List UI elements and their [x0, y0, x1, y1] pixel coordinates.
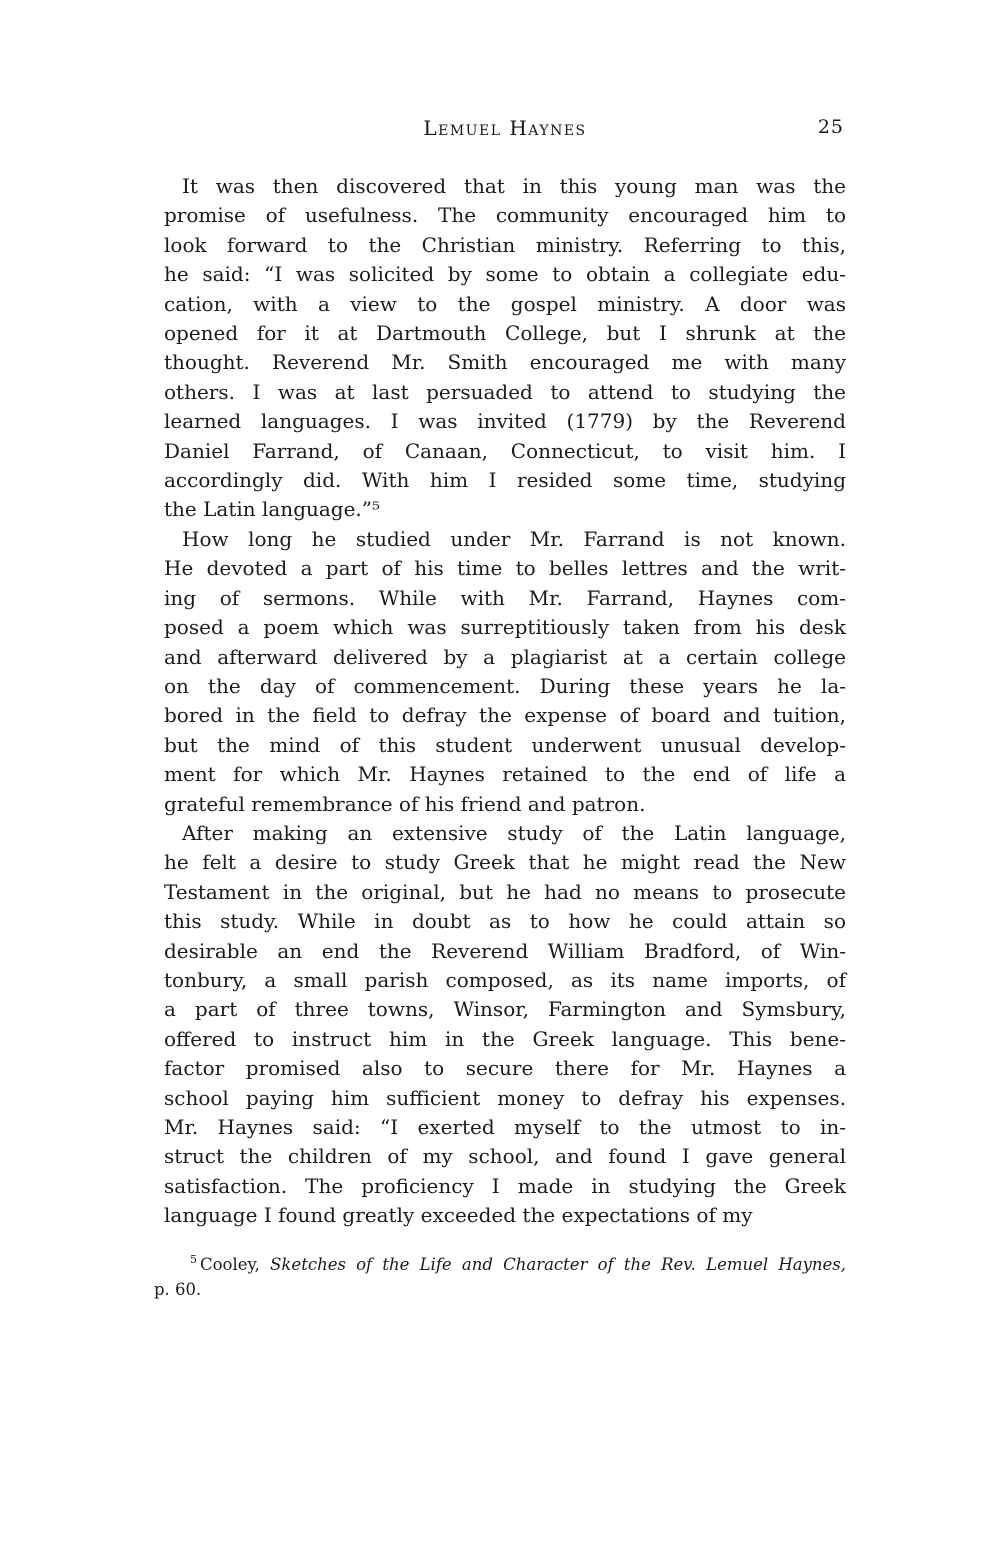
text-line: desirable an end the Reverend William Bradford, of Win- [164, 938, 846, 963]
text-line: others. I was at last persuaded to attend to studying the [164, 379, 846, 404]
text-line: the Latin language.”⁵ [164, 497, 381, 522]
paragraph [164, 172, 846, 525]
text-line: a part of three towns, Winsor, Farmington and Symsbury, [164, 997, 846, 1022]
text-line: Daniel Farrand, of Canaan, Connecticut, to visit him. I [164, 438, 846, 463]
page-number: 25 [817, 116, 844, 138]
text-line: How long he studied under Mr. Farrand is not known. [182, 526, 846, 551]
footnote [154, 1252, 846, 1303]
text-line: tonbury, a small parish composed, as its name imports, of [164, 967, 846, 992]
running-title: Lemuel Haynes [423, 116, 587, 140]
footnote-title: Sketches of the Life and Character of the Rev. Lemuel Haynes, [270, 1254, 846, 1274]
text-line: this study. While in doubt as to how he could attain so [164, 909, 846, 934]
text-line: school paying him sufficient money to defray his expenses. [164, 1085, 846, 1110]
text-line: Testament in the original, but he had no means to prosecute [164, 879, 846, 904]
text-line: on the day of commencement. During these years he la- [164, 673, 846, 698]
text-line: promise of usefulness. The community encouraged him to [164, 203, 846, 228]
text-line: learned languages. I was invited (1779) by the Reverend [164, 409, 846, 434]
text-column [154, 0, 846, 1303]
text-line: he said: “I was solicited by some to obtain a collegiate edu- [164, 262, 846, 287]
text-line: struct the children of my school, and found I gave general [164, 1144, 846, 1169]
text-line: After making an extensive study of the Latin language, [182, 820, 846, 845]
text-line: He devoted a part of his time to belles lettres and the writ- [164, 556, 846, 581]
text-line: offered to instruct him in the Greek language. This bene- [164, 1026, 846, 1051]
text-line: opened for it at Dartmouth College, but I shrunk at the [164, 321, 846, 346]
footnote-author: Cooley, [200, 1254, 260, 1274]
text-line: grateful remembrance of his friend and patron. [164, 791, 646, 816]
body-text [164, 172, 846, 1231]
text-line: accordingly did. With him I resided some time, studying [164, 468, 846, 493]
text-line: ing of sermons. While with Mr. Farrand, Haynes com- [164, 585, 846, 610]
text-line: and afterward delivered by a plagiarist at a certain college [164, 644, 846, 669]
text-line: thought. Reverend Mr. Smith encouraged me with many [164, 350, 846, 375]
text-line: cation, with a view to the gospel ministry. A door was [164, 291, 846, 316]
footnote-line-1 [164, 1252, 846, 1278]
footnote-marker: 5 [190, 1253, 197, 1267]
footnote-page-ref: p. 60. [154, 1280, 202, 1300]
text-line: It was then discovered that in this young man was the [182, 174, 846, 198]
text-line: he felt a desire to study Greek that he might read the New [164, 850, 846, 875]
text-line: posed a poem which was surreptitiously taken from his desk [164, 615, 846, 640]
text-line: language I found greatly exceeded the expectations of my [164, 1203, 753, 1228]
text-line: factor promised also to secure there for Mr. Haynes a [164, 1056, 846, 1081]
text-line: Mr. Haynes said: “I exerted myself to the utmost to in- [164, 1115, 846, 1139]
text-line: bored in the field to defray the expense of board and tuition, [164, 703, 846, 728]
page-header [164, 116, 846, 146]
text-line: look forward to the Christian ministry. Referring to this, [164, 232, 846, 257]
paragraph [164, 819, 846, 1231]
paragraph [164, 525, 846, 819]
text-line: ment for which Mr. Haynes retained to the end of life a [164, 762, 846, 787]
text-line: satisfaction. The proficiency I made in studying the Greek [164, 1173, 846, 1198]
text-line: but the mind of this student underwent unusual develop- [164, 732, 846, 757]
